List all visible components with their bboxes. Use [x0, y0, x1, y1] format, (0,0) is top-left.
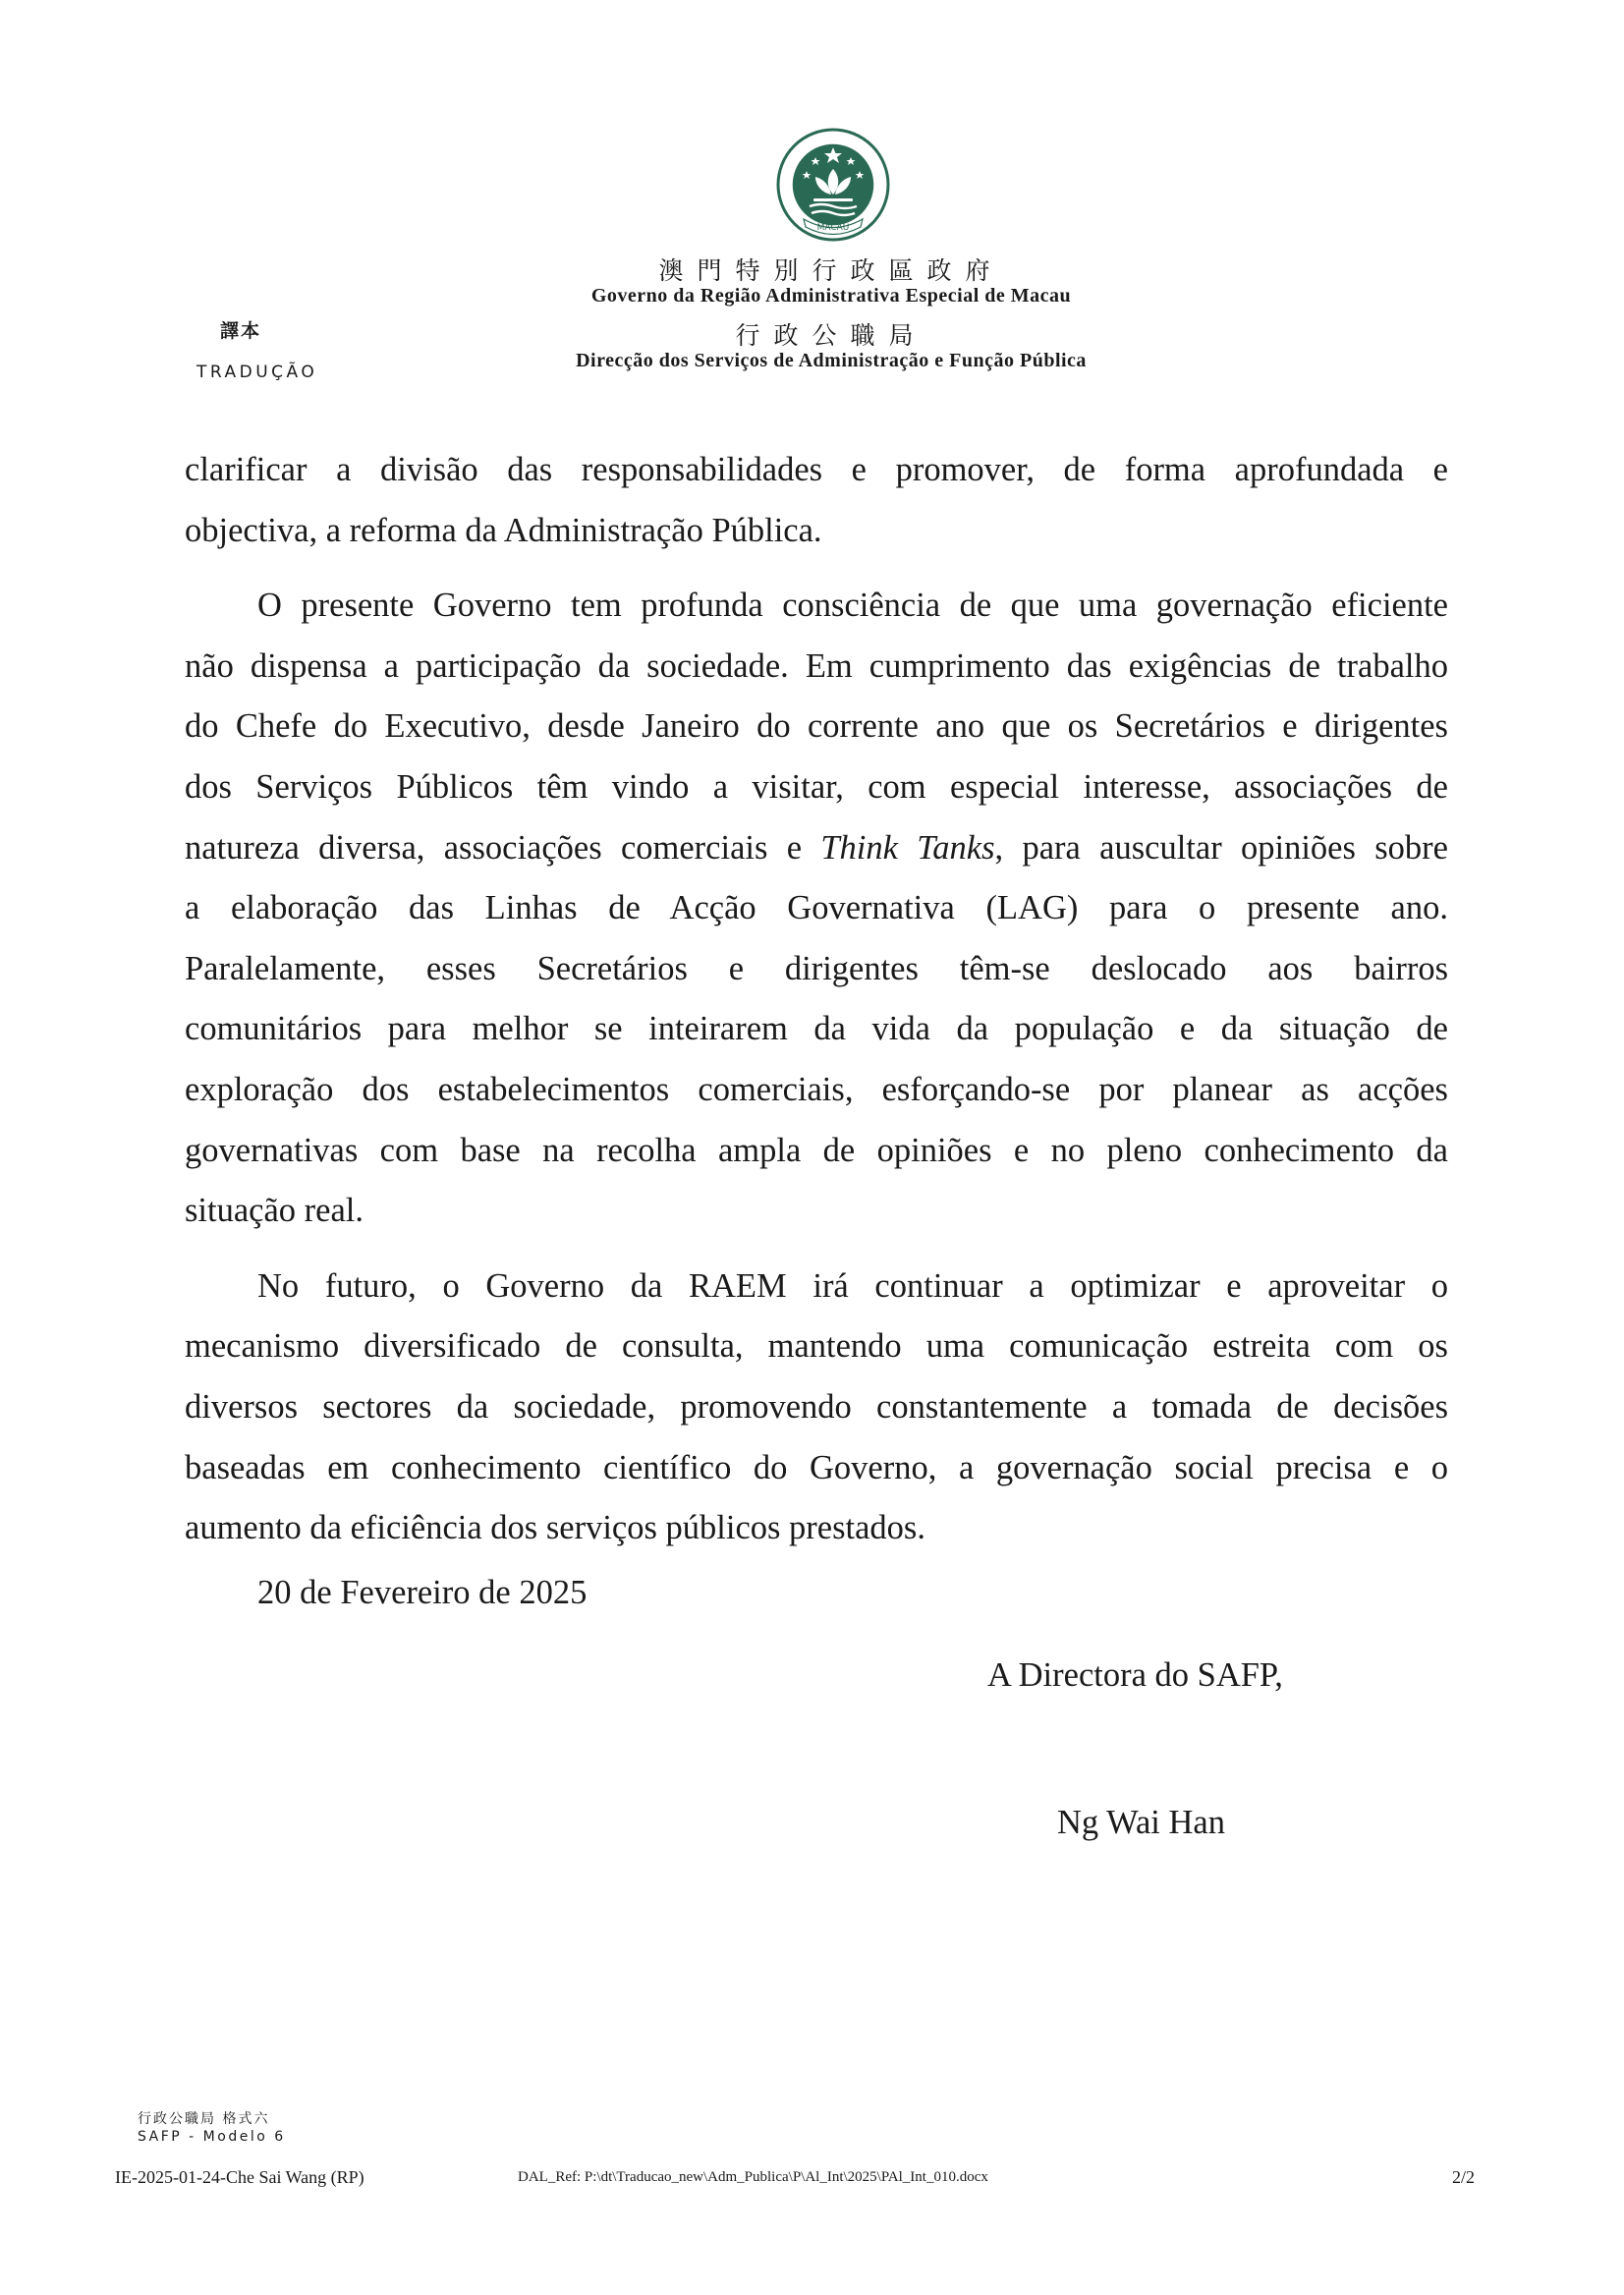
text-line: não dispensa a participação da sociedade. Em cumprimento das exigências de trabalho [185, 646, 1448, 685]
dal-reference: DAL_Ref: P:\dt\Traducao_new\Adm_Publica\P\Al_Int\2025\PAl_Int_010.docx [518, 2169, 988, 2185]
text-segment: natureza diversa, associações comerciais e [185, 828, 821, 867]
text-line: governativas com base na recolha ampla de opiniões e no pleno conhecimento da [185, 1131, 1448, 1169]
paragraph-2 [185, 576, 1448, 1242]
macau-emblem-icon [774, 126, 892, 244]
text-line: do Chefe do Executivo, desde Janeiro do corrente ano que os Secretários e dirigentes [185, 707, 1448, 746]
text-line: mecanismo diversificado de consulta, mantendo uma comunicação estreita com os [185, 1327, 1448, 1366]
text-line: No futuro, o Governo da RAEM irá continuar a optimizar e aproveitar o [257, 1266, 1448, 1305]
translation-label-chinese: 譯本 [220, 320, 262, 342]
text-line: diversos sectores da sociedade, promovendo constantemente a tomada de decisões [185, 1387, 1448, 1426]
text-line: comunitários para melhor se inteirarem da vida da população e da situação de [185, 1010, 1448, 1048]
text-line: objectiva, a reforma da Administração Pública. [185, 511, 822, 549]
gov-name-chinese: 澳門特別行政區政府 [658, 256, 1004, 285]
dept-name-portuguese: Direcção dos Serviços de Administração e Função Pública [576, 350, 1087, 371]
text-line: exploração dos estabelecimentos comerciais, esforçando-se por planear as acções [185, 1070, 1448, 1108]
text-line [185, 818, 1448, 879]
paragraph-3 [185, 1257, 1448, 1559]
signatory-name: Ng Wai Han [1057, 1804, 1225, 1841]
text-line: Paralelamente, esses Secretários e dirigentes têm-se deslocado aos bairros [185, 949, 1448, 987]
text-line: baseadas em conhecimento científico do Governo, a governação social precisa e o [185, 1448, 1448, 1486]
text-line: situação real. [185, 1192, 364, 1230]
document-body [185, 440, 1448, 1559]
text-segment: , para auscultar opiniões sobre [994, 828, 1448, 867]
dept-name-chinese: 行政公職局 [735, 321, 927, 350]
ie-reference: IE-2025-01-24-Che Sai Wang (RP) [115, 2167, 364, 2187]
signatory-title: A Directora do SAFP, [987, 1656, 1283, 1694]
form-label-chinese: 行政公職局 格式六 [138, 2111, 270, 2127]
page-number: 2/2 [1452, 2167, 1476, 2187]
text-line: clarificar a divisão das responsabilidades e promover, de forma aprofundada e [185, 451, 1448, 488]
document-date: 20 de Fevereiro de 2025 [257, 1574, 588, 1611]
text-line: dos Serviços Públicos têm vindo a visitar, com especial interesse, associações de [185, 767, 1448, 806]
paragraph-1 [185, 440, 1448, 561]
gov-name-portuguese: Governo da Região Administrativa Especial de Macau [590, 285, 1072, 307]
text-line: O presente Governo tem profunda consciência de que uma governação eficiente [257, 587, 1448, 625]
think-tanks-italic: Think Tanks [820, 828, 995, 867]
emblem-label: MACAU [816, 223, 850, 233]
text-line: aumento da eficiência dos serviços públicos prestados. [185, 1509, 925, 1547]
text-line: a elaboração das Linhas de Acção Governativa (LAG) para o presente ano. [185, 889, 1448, 927]
form-label-portuguese: SAFP - Modelo 6 [138, 2129, 286, 2145]
translation-label-portuguese: TRADUÇÃO [196, 363, 318, 382]
